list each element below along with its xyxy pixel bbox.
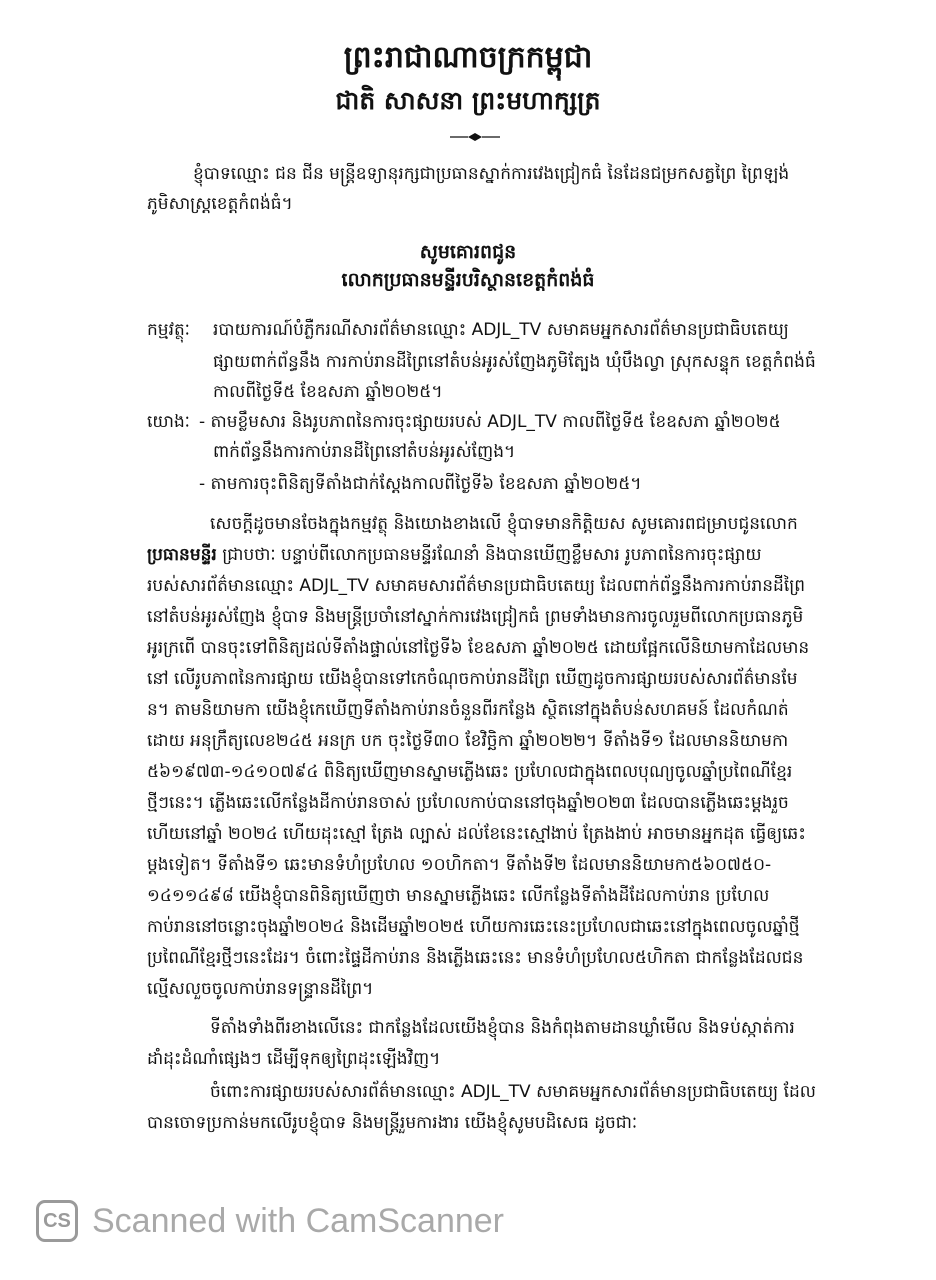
recipient-heading: លោកប្រធានមន្ទីរបរិស្ថានខេត្តកំពង់ធំ bbox=[341, 269, 595, 291]
body-line bbox=[147, 543, 762, 567]
subject-line: ផ្សាយពាក់ព័ន្ធនឹង ការកាប់រានដីព្រៃនៅតំបន់អូរស់ញែងភូមិត្បែង ឃុំបឹងល្វា ស្រុកសន្ទុក ខេត្តកំពង់ធំ bbox=[213, 352, 816, 372]
reference-item: - តាមការចុះពិនិត្យទីតាំងជាក់ស្តែងកាលពីថ្ងៃទី៦ ខែឧសភា ឆ្នាំ២០២៥។ bbox=[199, 474, 642, 494]
body-line: នៅ លើរូបភាពនៃការផ្សាយ យើងខ្ញុំបានទៅកេចំណុចកាប់រានដីព្រៃ ឃើញដូចការផ្សាយរបស់សារព័ត៌មានមែ bbox=[147, 669, 798, 689]
bold-recipient-text: ប្រធានមន្ទីរ bbox=[147, 545, 217, 565]
national-motto: ជាតិ សាសនា ព្រះមហាក្សត្រ bbox=[335, 86, 601, 115]
body-line: បានចោទប្រកាន់មកលើរូបខ្ញុំបាទ និងមន្ត្រីរួមការងារ យើងខ្ញុំសូមបដិសេធ ដូចជាៈ bbox=[147, 1113, 638, 1133]
kingdom-title: ព្រះរាជាណាចក្រកម្ពុជា bbox=[343, 40, 593, 75]
body-line: ប្រពៃណីខ្មែរថ្មីៗនេះដែរ។ ចំពោះផ្ទៃដីកាប់រាន និងភ្លើងឆេះនេះ មានទំហំប្រហែល៥ហិកតា ជាកន្លែងដែលជន bbox=[147, 948, 804, 968]
subject-line: របាយការណ៍បំភ្លឺករណីសារព័ត៌មានឈ្មោះ ADJL_TV សមាគមអ្នកសារព័ត៌មានប្រជាធិបតេយ្យ bbox=[213, 320, 789, 340]
camscanner-text: Scanned with CamScanner bbox=[92, 1201, 505, 1240]
body-line: ចំពោះការផ្សាយរបស់សារព័ត៌មានឈ្មោះ ADJL_TV សមាគមអ្នកសារព័ត៌មានប្រជាធិបតេយ្យ ដែល bbox=[210, 1082, 816, 1102]
body-line: ទីតាំងទាំងពីរខាងលើនេះ ជាកន្លែងដែលយើងខ្ញុំបាន និងកំពុងតាមដានឃ្លាំមើល និងទប់ស្កាត់ការ bbox=[210, 1018, 795, 1038]
reference-item: - តាមខ្លឹមសារ និងរូបភាពនៃការចុះផ្សាយរបស់ ADJL_TV កាលពីថ្ងៃទី៥ ខែឧសភា ឆ្នាំ២០២៥ bbox=[199, 412, 781, 432]
body-line: សេចក្តីដូចមានចែងក្នុងកម្មវត្ថុ និងយោងខាងលើ ខ្ញុំបាទមានកិត្តិយស សូមគោរពជម្រាបជូនលោក bbox=[210, 514, 798, 534]
body-line: របស់សារព័ត៌មានឈ្មោះ ADJL_TV សមាគមសារព័ត៌មានប្រជាធិបតេយ្យ ដែលពាក់ព័ន្ធនឹងការកាប់រានដីព្រៃ bbox=[147, 576, 806, 596]
subject-label: កម្មវត្ថុៈ bbox=[147, 320, 190, 340]
reference-label: យោងៈ bbox=[147, 412, 190, 432]
camscanner-watermark bbox=[36, 1196, 504, 1246]
body-line: ដោយ អនុក្រឹត្យលេខ២៤៥ អនក្រ បក ចុះថ្ងៃទី៣០ ខែវិច្ឆិកា ឆ្នាំ២០២២។ ទីតាំងទី១ ដែលមាននិយាមកា bbox=[147, 731, 789, 751]
body-text: ជ្រាបថាៈ បន្ទាប់ពីលោកប្រធានមន្ទីរណែនាំ និងបានឃើញខ្លឹមសារ រូបភាពនៃការចុះផ្សាយ bbox=[216, 545, 762, 565]
body-line: អូរក្រពើ បានចុះទៅពិនិត្យដល់ទីតាំងផ្ទាល់នៅថ្ងៃទី៦ ខែឧសភា ឆ្នាំ២០២៥ ដោយផ្អែកលើនិយាមកាដែលមាន bbox=[147, 638, 810, 658]
camscanner-logo-icon: CS bbox=[36, 1200, 78, 1242]
body-line: ល្មើសលួចចូលកាប់រានទន្រ្ទានដីព្រៃ។ bbox=[147, 979, 374, 999]
body-line: នៅតំបន់អូរស់ញែង ខ្ញុំបាទ និងមន្ត្រីប្រចាំនៅស្នាក់ការវេងជ្រៀកធំ ព្រមទាំងមានការចូលរួមពីលោកប្រធានភូមិ bbox=[147, 607, 804, 627]
ornament-divider bbox=[448, 132, 502, 142]
body-line: ដាំដុះដំណាំផ្សេងៗ ដើម្បីទុកឲ្យព្រៃដុះឡើងវិញ។ bbox=[147, 1049, 441, 1069]
body-line: ហើយនៅឆ្នាំ ២០២៤ ហើយដុះស្មៅ ត្រែង ល្បាស់ ដល់ខែនេះស្មៅងាប់ ត្រែងងាប់ អាចមានអ្នកដុត ធ្វើឲ្យឆេះ bbox=[147, 824, 806, 844]
body-line: ថ្មីៗនេះ។ ភ្លើងឆេះលើកន្លែងដីកាប់រានចាស់ ប្រហែលកាប់បាននៅចុងឆ្នាំ២០២៣ ដែលបានភ្លើងឆេះម្តងរួច bbox=[147, 793, 789, 813]
intro-line: ខ្ញុំបាទឈ្មោះ ជន ជីន មន្ត្រីឧទ្យានុរក្សជាប្រធានស្នាក់ការវេងជ្រៀកធំ នៃដែនជម្រកសត្វព្រៃ ព្រៃឡង់ bbox=[193, 164, 790, 184]
body-line: ៥៦១៩៧៣-១៤១០៧៩៤ ពិនិត្យឃើញមានស្នាមភ្លើងឆេះ ប្រហែលជាក្នុងពេលបុណ្យចូលឆ្នាំប្រពៃណីខ្មែរ bbox=[147, 762, 793, 782]
body-line: ម្តងទៀត។ ទីតាំងទី១ ឆេះមានទំហំប្រហែល ១០ហិកតា។ ទីតាំងទី២ ដែលមាននិយាមកា៥៦០៧៥០- bbox=[147, 855, 772, 875]
body-line: កាប់រាននៅចន្លោះចុងឆ្នាំ២០២៤ និងដើមឆ្នាំ២០២៥ ហើយការឆេះនេះប្រហែលជាឆេះនៅក្នុងពេលចូលឆ្នាំថ្មី bbox=[147, 917, 800, 937]
salutation-heading: សូមគោរពជូន bbox=[419, 241, 517, 263]
body-line: ១៤១១៤៩៨ យើងខ្ញុំបានពិនិត្យឃើញថា មានស្នាមភ្លើងឆេះ លើកន្លែងទីតាំងដីដែលកាប់រាន ប្រហែល bbox=[147, 886, 770, 906]
reference-item: ពាក់ព័ន្ធនឹងការកាប់រានដីព្រៃនៅតំបន់អូរស់ញែង។ bbox=[213, 442, 516, 462]
subject-line: កាលពីថ្ងៃទី៥ ខែឧសភា ឆ្នាំ២០២៥។ bbox=[213, 382, 443, 402]
body-line: ន។ តាមនិយាមកា យើងខ្ញុំកេឃើញទីតាំងកាប់រានចំនួនពីរកន្លែង ស្ថិតនៅក្នុងតំបន់សហគមន៍ ដែលកំណត់ bbox=[147, 700, 789, 720]
intro-line: ភូមិសាស្ត្រខេត្តកំពង់ធំ។ bbox=[147, 194, 293, 214]
